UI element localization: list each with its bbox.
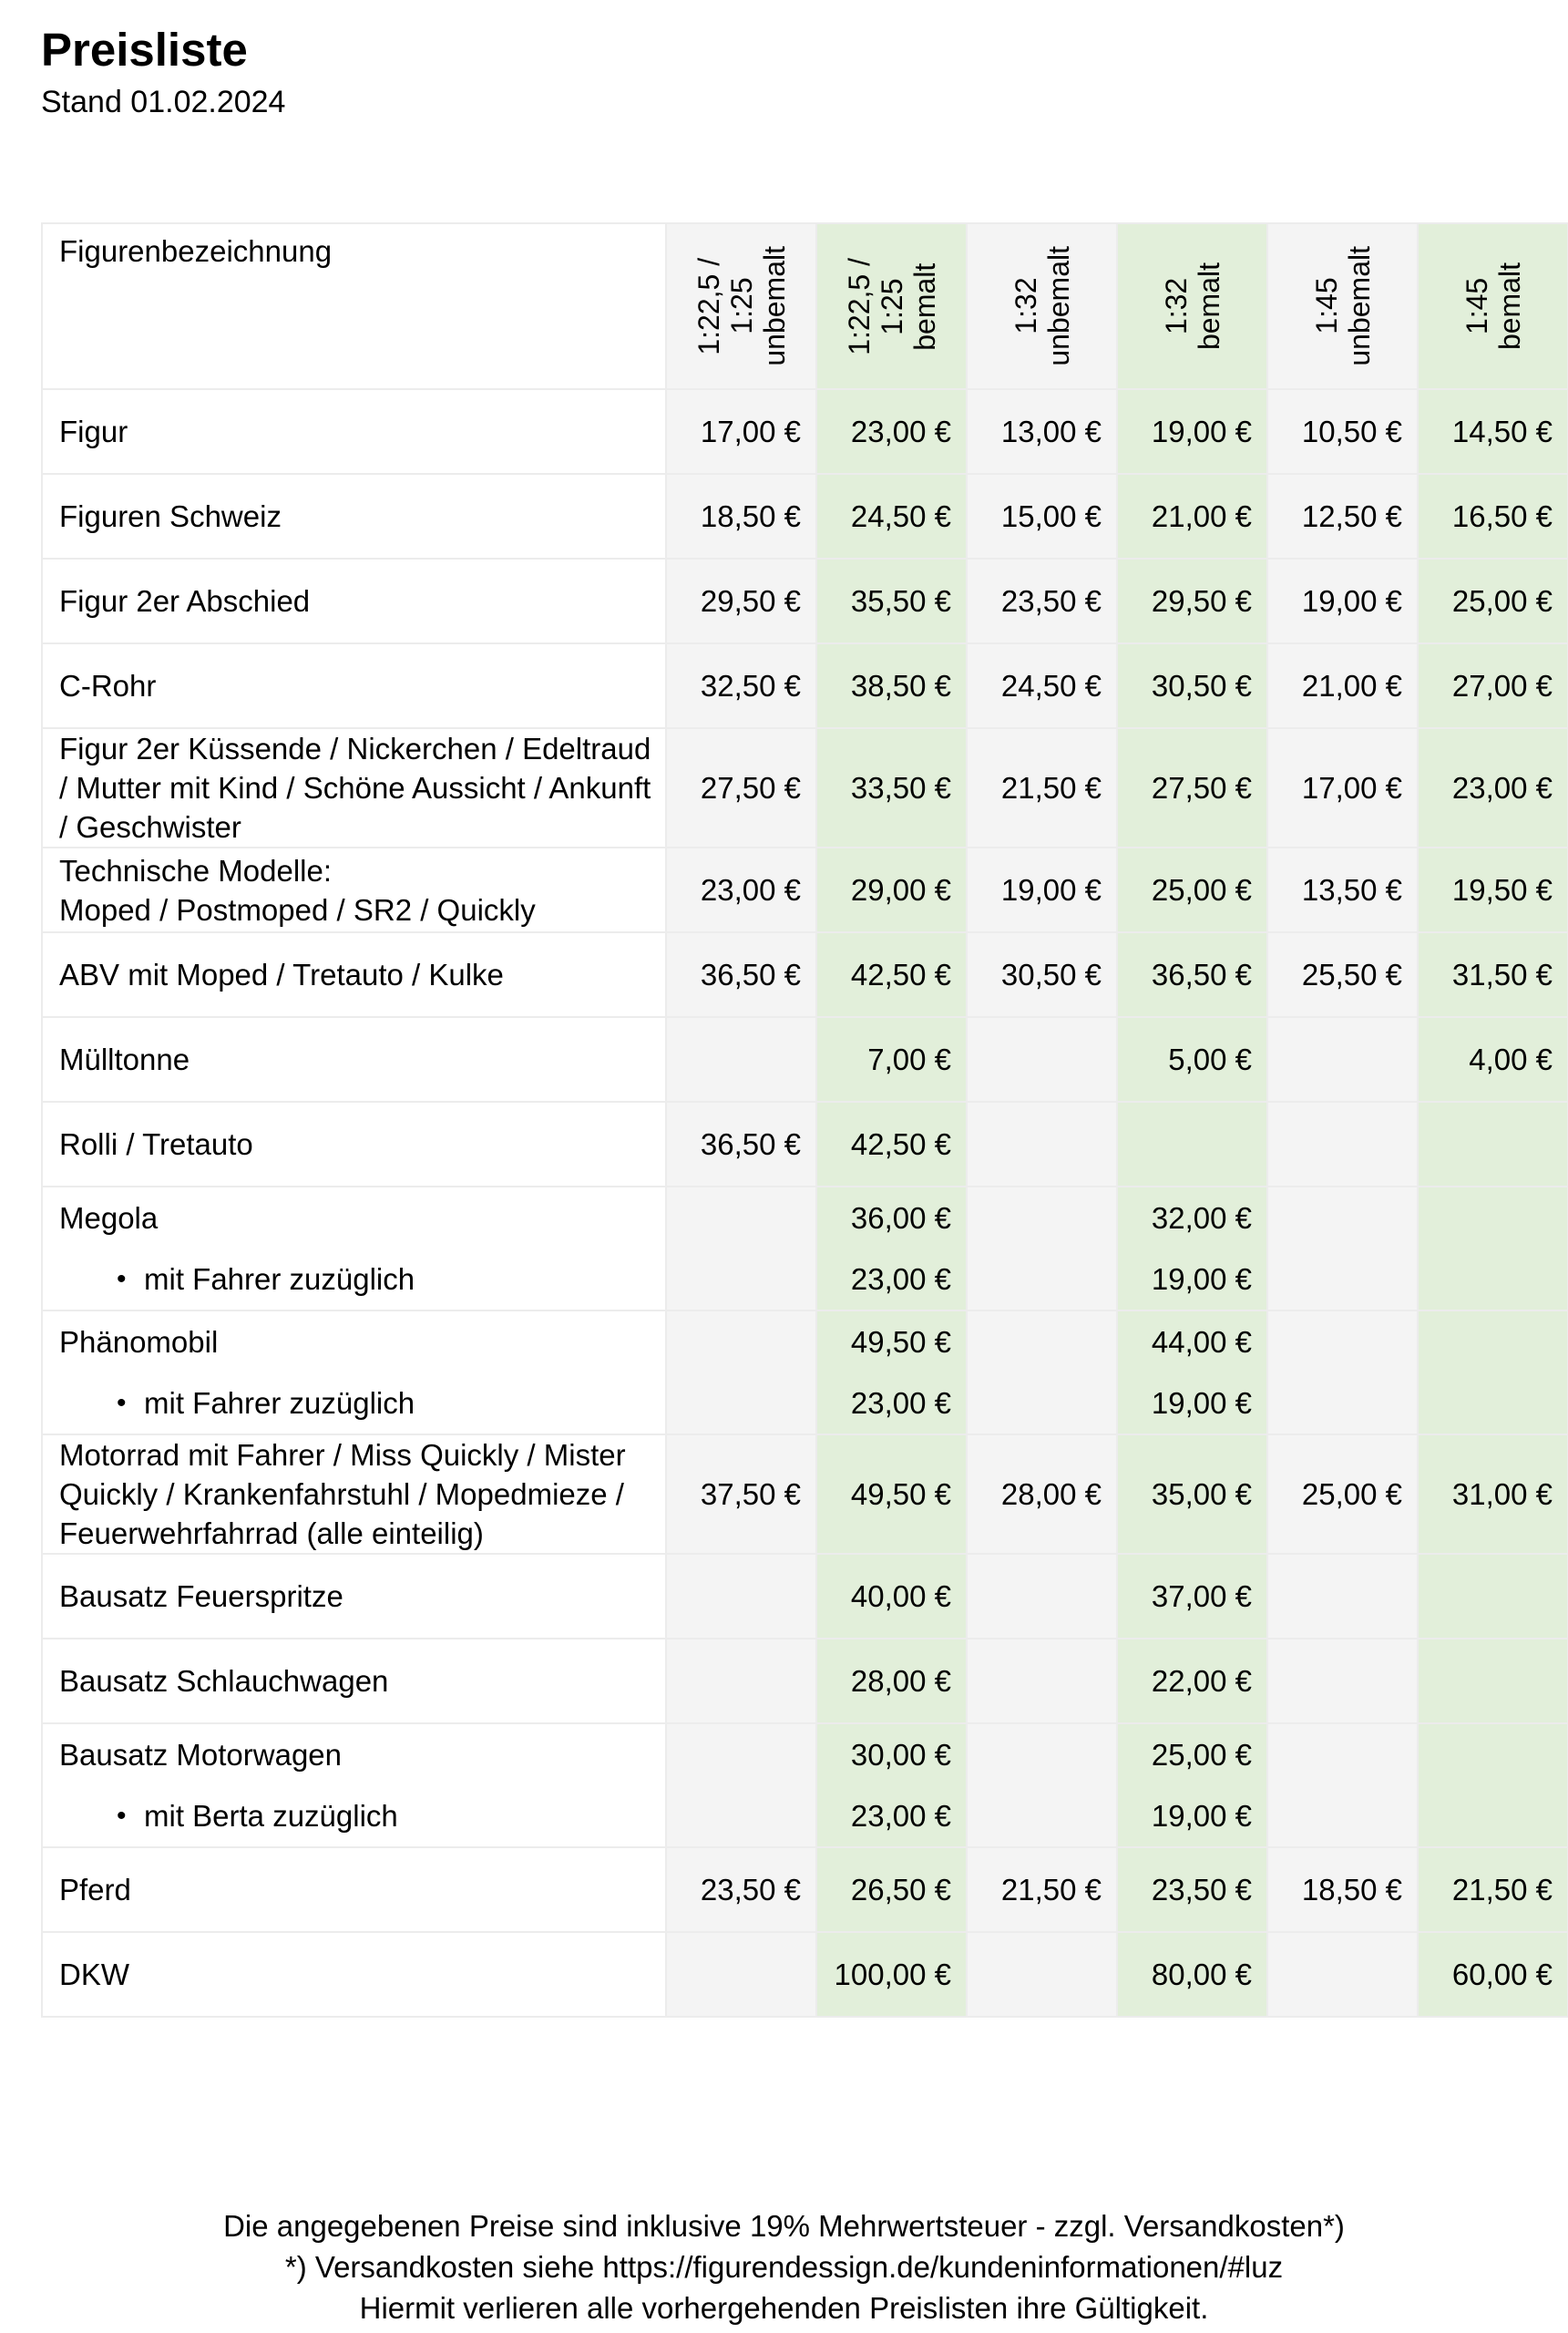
price-cell (1418, 1639, 1568, 1723)
price-cell: 38,50 € (816, 643, 967, 728)
sub-item-cell (42, 1372, 666, 1434)
item-name-cell (42, 643, 666, 728)
price-cell (967, 1639, 1117, 1723)
price-cell (967, 1372, 1117, 1434)
footer-shipping-note: *) Versandkosten siehe https://figurendessign.de/kundeninformationen/#luz (284, 2250, 1284, 2284)
table-row (42, 474, 1568, 559)
item-name-cell (42, 474, 666, 559)
price-cell (666, 1554, 816, 1639)
column-header (816, 223, 967, 389)
price-cell: 27,50 € (666, 728, 816, 848)
price-cell: 100,00 € (816, 1932, 967, 2017)
table-row (42, 932, 1568, 1017)
price-cell (967, 1723, 1117, 1785)
table-row (42, 1639, 1568, 1723)
price-cell: 27,00 € (1418, 643, 1568, 728)
price-cell: 19,00 € (1267, 559, 1418, 643)
price-cell (1418, 1723, 1568, 1785)
price-cell (1418, 1249, 1568, 1310)
price-cell: 32,50 € (666, 643, 816, 728)
sub-item (59, 1785, 665, 1846)
price-cell: 42,50 € (816, 932, 967, 1017)
item-name: Motorrad mit Fahrer / Miss Quickly / Mister Quickly / Krankenfahrstuhl / Mopedmieze / Feuerwehrfahrrad (alle einteilig) (59, 1438, 626, 1550)
price-cell: 31,00 € (1418, 1434, 1568, 1554)
price-cell: 23,50 € (1117, 1847, 1267, 1932)
price-cell: 31,50 € (1418, 932, 1568, 1017)
price-cell: 25,00 € (1418, 559, 1568, 643)
price-cell (1267, 1310, 1418, 1372)
price-cell (1418, 1554, 1568, 1639)
column-header (1117, 223, 1267, 389)
price-cell: 13,00 € (967, 389, 1117, 474)
price-cell (967, 1187, 1117, 1249)
bullet-icon: • (117, 1801, 127, 1831)
price-cell: 23,00 € (816, 389, 967, 474)
table-row (42, 1554, 1568, 1639)
price-cell: 49,50 € (816, 1434, 967, 1554)
item-name: Figuren Schweiz (59, 499, 282, 533)
price-cell (666, 1249, 816, 1310)
price-cell: 42,50 € (816, 1102, 967, 1187)
sub-item (59, 1372, 665, 1434)
price-cell: 23,50 € (666, 1847, 816, 1932)
sub-item-cell (42, 1785, 666, 1847)
column-header-label: 1:45 unbemalt (1309, 246, 1376, 366)
column-header (666, 223, 816, 389)
price-cell (1267, 1187, 1418, 1249)
price-table-body (42, 389, 1568, 2017)
price-cell (666, 1639, 816, 1723)
price-cell (1117, 1102, 1267, 1187)
price-cell (1267, 1554, 1418, 1639)
item-name: Mülltonne (59, 1043, 190, 1076)
item-name-cell (42, 559, 666, 643)
price-cell: 36,50 € (666, 932, 816, 1017)
table-row (42, 1017, 1568, 1102)
price-cell: 36,50 € (1117, 932, 1267, 1017)
item-name-cell (42, 1017, 666, 1102)
table-row (42, 848, 1568, 932)
price-cell: 23,00 € (1418, 728, 1568, 848)
price-cell: 19,00 € (1117, 1249, 1267, 1310)
footer-notes (0, 2205, 1568, 2328)
column-header (1267, 223, 1418, 389)
price-cell: 44,00 € (1117, 1310, 1267, 1372)
price-cell: 21,50 € (967, 1847, 1117, 1932)
price-cell (1267, 1723, 1418, 1785)
sub-item-cell (42, 1249, 666, 1310)
sub-item (59, 1249, 665, 1310)
price-cell: 29,00 € (816, 848, 967, 932)
column-header-label: 1:22,5 / 1:25 unbemalt (692, 246, 791, 366)
item-name: Figur (59, 415, 128, 448)
table-row (42, 389, 1568, 474)
price-cell (967, 1785, 1117, 1847)
price-cell: 18,50 € (1267, 1847, 1418, 1932)
price-cell (1418, 1187, 1568, 1249)
table-row (42, 1723, 1568, 1785)
price-cell (1418, 1102, 1568, 1187)
item-name-cell (42, 389, 666, 474)
price-cell: 19,00 € (1117, 1372, 1267, 1434)
price-cell: 27,50 € (1117, 728, 1267, 848)
table-subrow (42, 1372, 1568, 1434)
price-cell (1418, 1785, 1568, 1847)
item-name-cell (42, 1639, 666, 1723)
price-cell (666, 1932, 816, 2017)
item-name-cell (42, 932, 666, 1017)
price-cell: 60,00 € (1418, 1932, 1568, 2017)
price-cell: 25,00 € (1117, 1723, 1267, 1785)
price-cell: 80,00 € (1117, 1932, 1267, 2017)
footer-vat-note: Die angegebenen Preise sind inklusive 19% Mehrwertsteuer - zzgl. Versandkosten*) (223, 2209, 1345, 2243)
price-cell (967, 1310, 1117, 1372)
price-cell: 15,00 € (967, 474, 1117, 559)
table-row (42, 1434, 1568, 1554)
item-name: Megola (59, 1201, 159, 1235)
price-cell (1418, 1310, 1568, 1372)
price-cell: 23,00 € (816, 1785, 967, 1847)
item-name: Figur 2er Abschied (59, 584, 311, 618)
item-name-cell (42, 1434, 666, 1554)
footer-validity-note: Hiermit verlieren alle vorhergehenden Preislisten ihre Gültigkeit. (359, 2291, 1209, 2325)
price-cell (967, 1249, 1117, 1310)
item-name-cell (42, 728, 666, 848)
item-name: Bausatz Schlauchwagen (59, 1664, 389, 1698)
price-table (41, 222, 1568, 2018)
sub-item-name: mit Fahrer zuzüglich (144, 1386, 415, 1420)
item-name-cell (42, 1554, 666, 1639)
price-cell: 33,50 € (816, 728, 967, 848)
price-cell (666, 1785, 816, 1847)
price-cell (666, 1187, 816, 1249)
item-name: DKW (59, 1958, 129, 1991)
table-row (42, 1102, 1568, 1187)
price-cell: 26,50 € (816, 1847, 967, 1932)
price-cell: 21,50 € (967, 728, 1117, 848)
price-cell (967, 1932, 1117, 2017)
table-row (42, 1310, 1568, 1372)
price-cell: 25,00 € (1117, 848, 1267, 932)
price-cell: 23,00 € (666, 848, 816, 932)
table-subrow (42, 1249, 1568, 1310)
price-cell: 35,00 € (1117, 1434, 1267, 1554)
price-cell (1267, 1102, 1418, 1187)
price-cell: 28,00 € (816, 1639, 967, 1723)
item-name-cell (42, 1187, 666, 1249)
date-subtitle: Stand 01.02.2024 (41, 85, 286, 119)
price-cell: 35,50 € (816, 559, 967, 643)
table-row (42, 643, 1568, 728)
column-header (1418, 223, 1568, 389)
price-cell (666, 1017, 816, 1102)
column-header-label: 1:32 unbemalt (1009, 246, 1075, 366)
price-cell: 21,00 € (1117, 474, 1267, 559)
price-cell (967, 1017, 1117, 1102)
sub-item-name: mit Berta zuzüglich (144, 1799, 398, 1833)
item-name-cell (42, 1723, 666, 1785)
price-cell: 25,00 € (1267, 1434, 1418, 1554)
price-cell (1418, 1372, 1568, 1434)
item-name: Figur 2er Küssende / Nickerchen / Edeltraud / Mutter mit Kind / Schöne Aussicht / Ankunft / Geschwister (59, 732, 651, 844)
item-name: Pferd (59, 1873, 131, 1906)
price-cell: 12,50 € (1267, 474, 1418, 559)
price-cell: 21,00 € (1267, 643, 1418, 728)
price-cell (1267, 1017, 1418, 1102)
price-cell (666, 1310, 816, 1372)
price-cell: 29,50 € (1117, 559, 1267, 643)
price-cell: 29,50 € (666, 559, 816, 643)
price-cell: 30,50 € (967, 932, 1117, 1017)
column-header-label: 1:45 bemalt (1460, 262, 1526, 351)
item-name: Bausatz Feuerspritze (59, 1579, 343, 1613)
price-cell: 36,50 € (666, 1102, 816, 1187)
price-cell (1267, 1639, 1418, 1723)
price-cell: 21,50 € (1418, 1847, 1568, 1932)
price-cell (666, 1372, 816, 1434)
item-name-cell (42, 848, 666, 932)
table-row (42, 1847, 1568, 1932)
item-name: Bausatz Motorwagen (59, 1738, 343, 1772)
price-cell: 49,50 € (816, 1310, 967, 1372)
price-cell: 32,00 € (1117, 1187, 1267, 1249)
column-header-label: 1:22,5 / 1:25 bemalt (842, 257, 941, 355)
price-cell: 24,50 € (967, 643, 1117, 728)
table-row (42, 559, 1568, 643)
bullet-icon: • (117, 1264, 127, 1294)
table-subrow (42, 1785, 1568, 1847)
item-name-cell (42, 1310, 666, 1372)
price-cell: 18,50 € (666, 474, 816, 559)
item-name: ABV mit Moped / Tretauto / Kulke (59, 958, 504, 992)
price-cell (1267, 1932, 1418, 2017)
price-cell: 23,00 € (816, 1249, 967, 1310)
bullet-icon: • (117, 1388, 127, 1418)
price-cell: 37,00 € (1117, 1554, 1267, 1639)
price-cell: 16,50 € (1418, 474, 1568, 559)
price-cell: 5,00 € (1117, 1017, 1267, 1102)
price-cell (1267, 1372, 1418, 1434)
price-cell: 23,50 € (967, 559, 1117, 643)
price-cell (967, 1554, 1117, 1639)
price-cell (1267, 1785, 1418, 1847)
price-cell: 13,50 € (1267, 848, 1418, 932)
name-column-header: Figurenbezeichnung (42, 223, 666, 389)
price-cell (1267, 1249, 1418, 1310)
item-name: Phänomobil (59, 1325, 219, 1359)
price-cell: 30,50 € (1117, 643, 1267, 728)
price-cell: 19,00 € (967, 848, 1117, 932)
item-name: Rolli / Tretauto (59, 1127, 253, 1161)
price-cell: 19,00 € (1117, 389, 1267, 474)
price-cell: 7,00 € (816, 1017, 967, 1102)
table-row (42, 1187, 1568, 1249)
price-cell: 30,00 € (816, 1723, 967, 1785)
price-cell: 19,50 € (1418, 848, 1568, 932)
item-name-cell (42, 1102, 666, 1187)
price-cell (666, 1723, 816, 1785)
price-cell: 14,50 € (1418, 389, 1568, 474)
table-row (42, 728, 1568, 848)
price-cell: 28,00 € (967, 1434, 1117, 1554)
table-header-row (42, 223, 1568, 389)
price-cell: 17,00 € (666, 389, 816, 474)
price-cell (967, 1102, 1117, 1187)
price-cell: 37,50 € (666, 1434, 816, 1554)
item-name: Technische Modelle: Moped / Postmoped / SR2 / Quickly (59, 853, 536, 927)
item-name-cell (42, 1847, 666, 1932)
price-cell: 17,00 € (1267, 728, 1418, 848)
price-cell: 25,50 € (1267, 932, 1418, 1017)
price-cell: 22,00 € (1117, 1639, 1267, 1723)
price-cell: 4,00 € (1418, 1017, 1568, 1102)
column-header-label: 1:32 bemalt (1159, 262, 1225, 351)
price-cell: 40,00 € (816, 1554, 967, 1639)
price-cell: 19,00 € (1117, 1785, 1267, 1847)
column-header (967, 223, 1117, 389)
item-name-cell (42, 1932, 666, 2017)
sub-item-name: mit Fahrer zuzüglich (144, 1262, 415, 1296)
page-title: Preisliste (41, 24, 248, 76)
price-cell: 36,00 € (816, 1187, 967, 1249)
table-row (42, 1932, 1568, 2017)
item-name: C-Rohr (59, 669, 157, 703)
price-cell: 10,50 € (1267, 389, 1418, 474)
price-cell: 24,50 € (816, 474, 967, 559)
price-cell: 23,00 € (816, 1372, 967, 1434)
